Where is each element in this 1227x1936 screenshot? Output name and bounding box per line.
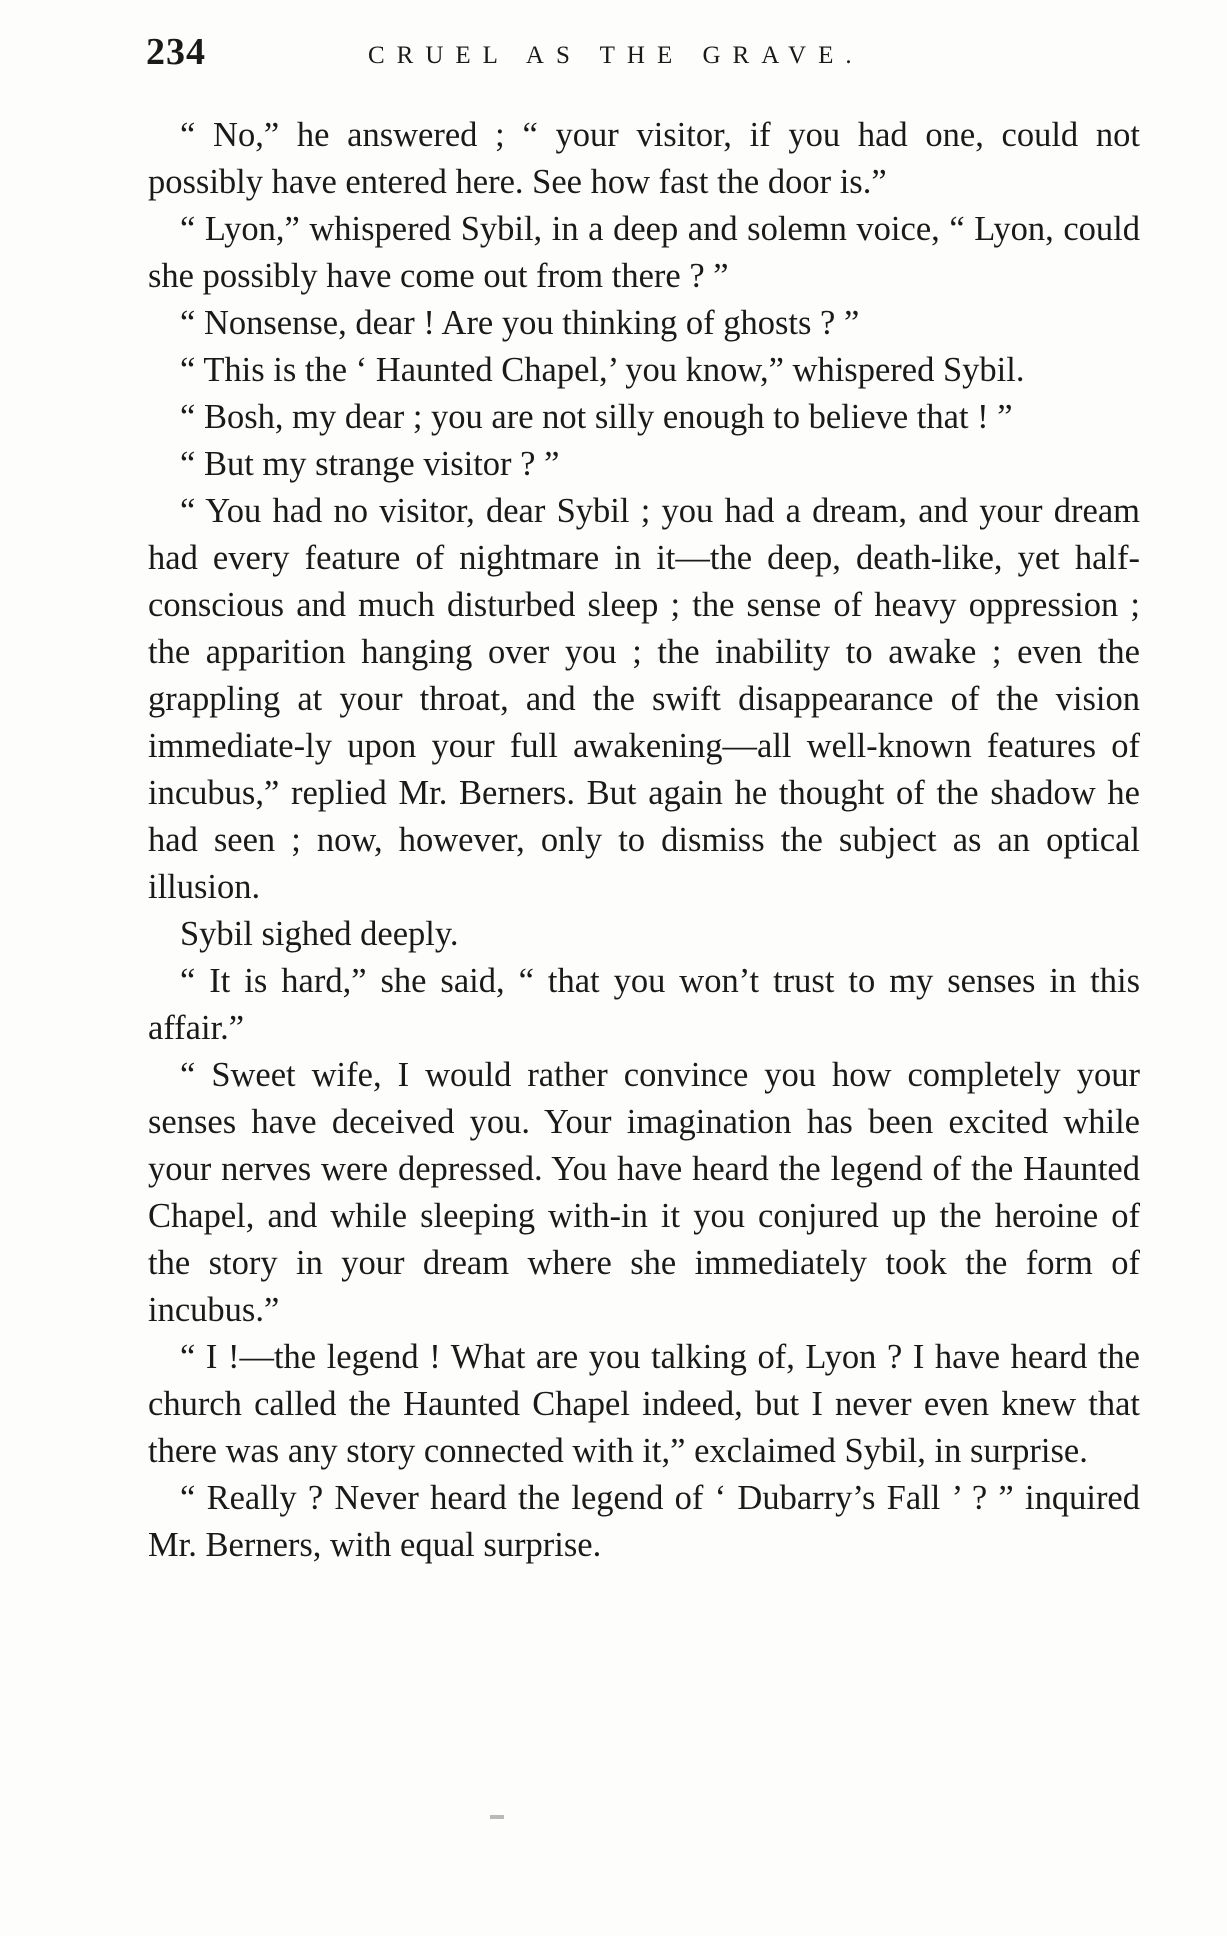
running-title: CRUEL AS THE GRAVE. [368, 42, 864, 69]
page-number: 234 [146, 31, 206, 73]
page-header [146, 30, 1146, 80]
paragraph: “ It is hard,” she said, “ that you won’t trust to my senses in this affair.” [148, 962, 1140, 1047]
paragraph: “ Lyon,” whispered Sybil, in a deep and solemn voice, “ Lyon, could she possibly have come out from there ? ” [148, 210, 1140, 295]
paragraph: “ I !—the legend ! What are you talking of, Lyon ? I have heard the church called the Haunted Chapel indeed, but I never even knew that there was any story connected with it,” exclaimed Sybil, in surprise. [148, 1338, 1140, 1470]
paragraph: “ Really ? Never heard the legend of ‘ Dubarry’s Fall ’ ? ” inquired Mr. Berners, with equal surprise. [148, 1479, 1140, 1564]
paragraph: “ No,” he answered ; “ your visitor, if you had one, could not possibly have entered here. See how fast the door is.” [148, 116, 1140, 201]
paragraph: “ Bosh, my dear ; you are not silly enough to believe that ! ” [180, 398, 1013, 436]
paragraph: “ Sweet wife, I would rather convince you how completely your senses have deceived you. Your imagination has been excited while your nerves were depressed. You have heard the legend of the Haunted Chapel, and while sleeping with-in it you conjured up the heroine of the story in your dream where she immediately took the form of incubus.” [148, 1056, 1140, 1329]
paragraph: Sybil sighed deeply. [180, 915, 459, 953]
paragraph: “ This is the ‘ Haunted Chapel,’ you know,” whispered Sybil. [180, 351, 1025, 389]
body-text [148, 112, 1140, 1569]
paragraph: “ You had no visitor, dear Sybil ; you had a dream, and your dream had every feature of nightmare in it—the deep, death-like, yet half-conscious and much disturbed sleep ; the sense of heavy oppression ; the apparition hanging over you ; the inability to awake ; even the grappling at your throat, and the swift disappearance of the vision immediate-ly upon your full awakening—all well-known features of incubus,” replied Mr. Berners. But again he thought of the shadow he had seen ; now, however, only to dismiss the subject as an optical illusion. [148, 492, 1140, 906]
paragraph: “ But my strange visitor ? ” [180, 445, 560, 483]
print-mark [490, 1815, 504, 1819]
paragraph: “ Nonsense, dear ! Are you thinking of ghosts ? ” [180, 304, 860, 342]
